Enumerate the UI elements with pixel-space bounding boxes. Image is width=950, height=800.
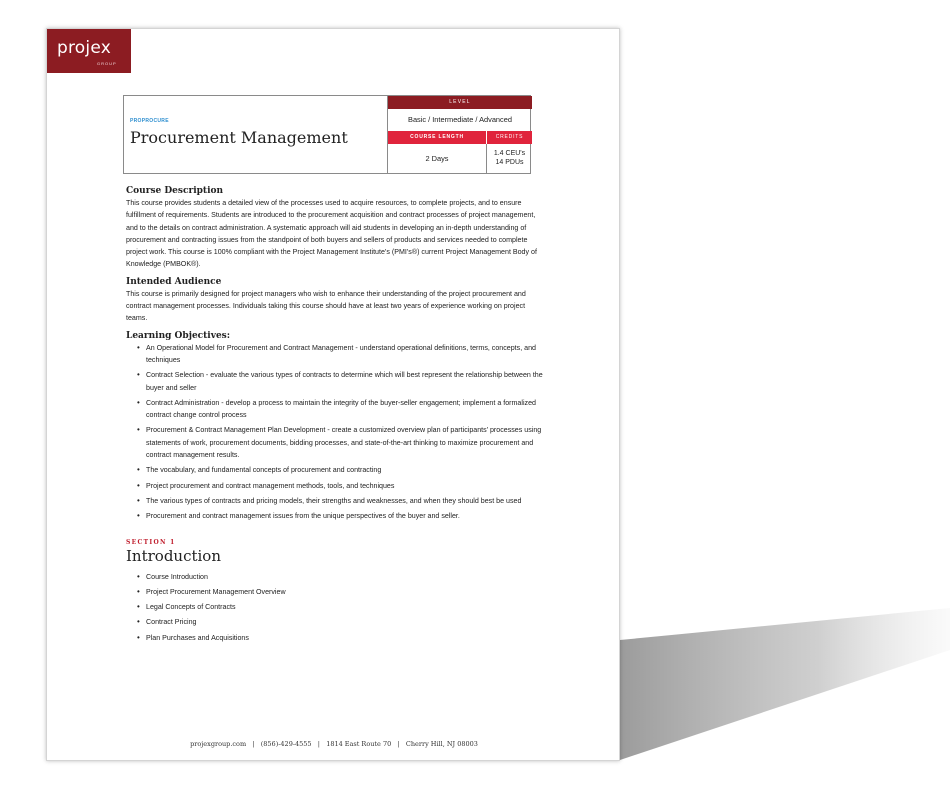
- document-content: [126, 186, 546, 647]
- audience-text: This course is primarily designed for project managers who wish to enhance their understanding of the project procurement and contract management processes. Individuals taking this course should have at least two years of experience working on project teams.: [126, 289, 526, 323]
- list-item: • Contract Pricing: [137, 616, 546, 628]
- list-item: • Project procurement and contract management methods, tools, and techniques: [137, 480, 546, 492]
- section-label: SECTION 1: [126, 538, 176, 546]
- credits-ceu: 1.4 CEU's: [493, 150, 526, 157]
- list-item: • Contract Administration - develop a process to maintain the integrity of the buyer-seller engagement; implement a formalized contract change control process: [137, 397, 546, 422]
- course-header-box: [123, 95, 531, 174]
- list-item: • Plan Purchases and Acquisitions: [137, 632, 546, 644]
- audience-heading: Intended Audience: [126, 276, 222, 287]
- level-value: Basic / Intermediate / Advanced: [408, 115, 512, 124]
- footer-phone: (856)-429-4555: [260, 740, 312, 748]
- level-label: LEVEL: [388, 96, 532, 109]
- list-item: • Procurement & Contract Management Plan Development - create a customized overview plan of participants’ processes using statements of work, procurement documents, bidding processes, and state-of-the-art thinking to maximize procurement and contract management results.: [137, 424, 546, 461]
- brand-logo[interactable]: [47, 29, 131, 73]
- footer-address: 1814 East Route 70: [326, 740, 392, 748]
- objectives-list: [126, 342, 546, 523]
- list-item: • Project Procurement Management Overview: [137, 586, 546, 598]
- description-text: This course provides students a detailed view of the processes used to acquire resources, to complete projects, and to ensure fulfillment of requirements. Students are introduced to the procurement acquisition and contract processes of project management, and to the details on contract administration. A systematic approach will aid students in developing an in-depth understanding of procurement and contracting issues from the standpoint of both buyers and sellers of products and services needed to complete project work. This course is 100% compliant with the Project Management Institute’s (PMI’s®) current Project Management Body of Knowledge (PMBOK®).: [126, 199, 537, 269]
- course-title: Procurement Management: [130, 128, 348, 147]
- course-length-label: COURSE LENGTH: [388, 131, 486, 144]
- list-item: • The vocabulary, and fundamental concepts of procurement and contracting: [137, 464, 546, 476]
- course-length-value: 2 Days: [425, 154, 449, 163]
- footer-separator: |: [317, 740, 320, 748]
- list-item: • Procurement and contract management issues from the unique perspectives of the buyer and seller.: [137, 510, 546, 522]
- brand-name: projex: [57, 38, 111, 58]
- list-item: • Legal Concepts of Contracts: [137, 601, 546, 613]
- brand-sub: GROUP: [97, 61, 117, 66]
- credits-label: CREDITS: [487, 131, 532, 144]
- footer: [47, 740, 621, 748]
- footer-website[interactable]: projexgroup.com: [190, 740, 247, 748]
- credits-pdu: 14 PDUs: [495, 159, 524, 166]
- list-item: • Contract Selection - evaluate the various types of contracts to determine which will best represent the relationship between the buyer and seller: [137, 369, 546, 394]
- document-page: [46, 28, 620, 761]
- course-meta-table: [387, 96, 532, 173]
- footer-separator: |: [252, 740, 255, 748]
- section-title: Introduction: [126, 546, 221, 565]
- section-topics-list: [126, 571, 546, 644]
- list-item: • An Operational Model for Procurement and Contract Management - understand operational definitions, terms, concepts, and techniques: [137, 342, 546, 367]
- objectives-heading: Learning Objectives:: [126, 330, 231, 341]
- list-item: • The various types of contracts and pricing models, their strengths and weaknesses, and when they should best be used: [137, 495, 546, 507]
- list-item: • Course Introduction: [137, 571, 546, 583]
- credits-value: [486, 144, 532, 173]
- footer-separator: |: [397, 740, 400, 748]
- course-tag: PROPROCURE: [130, 118, 169, 124]
- footer-city: Cherry Hill, NJ 08003: [405, 740, 478, 748]
- description-heading: Course Description: [126, 186, 224, 196]
